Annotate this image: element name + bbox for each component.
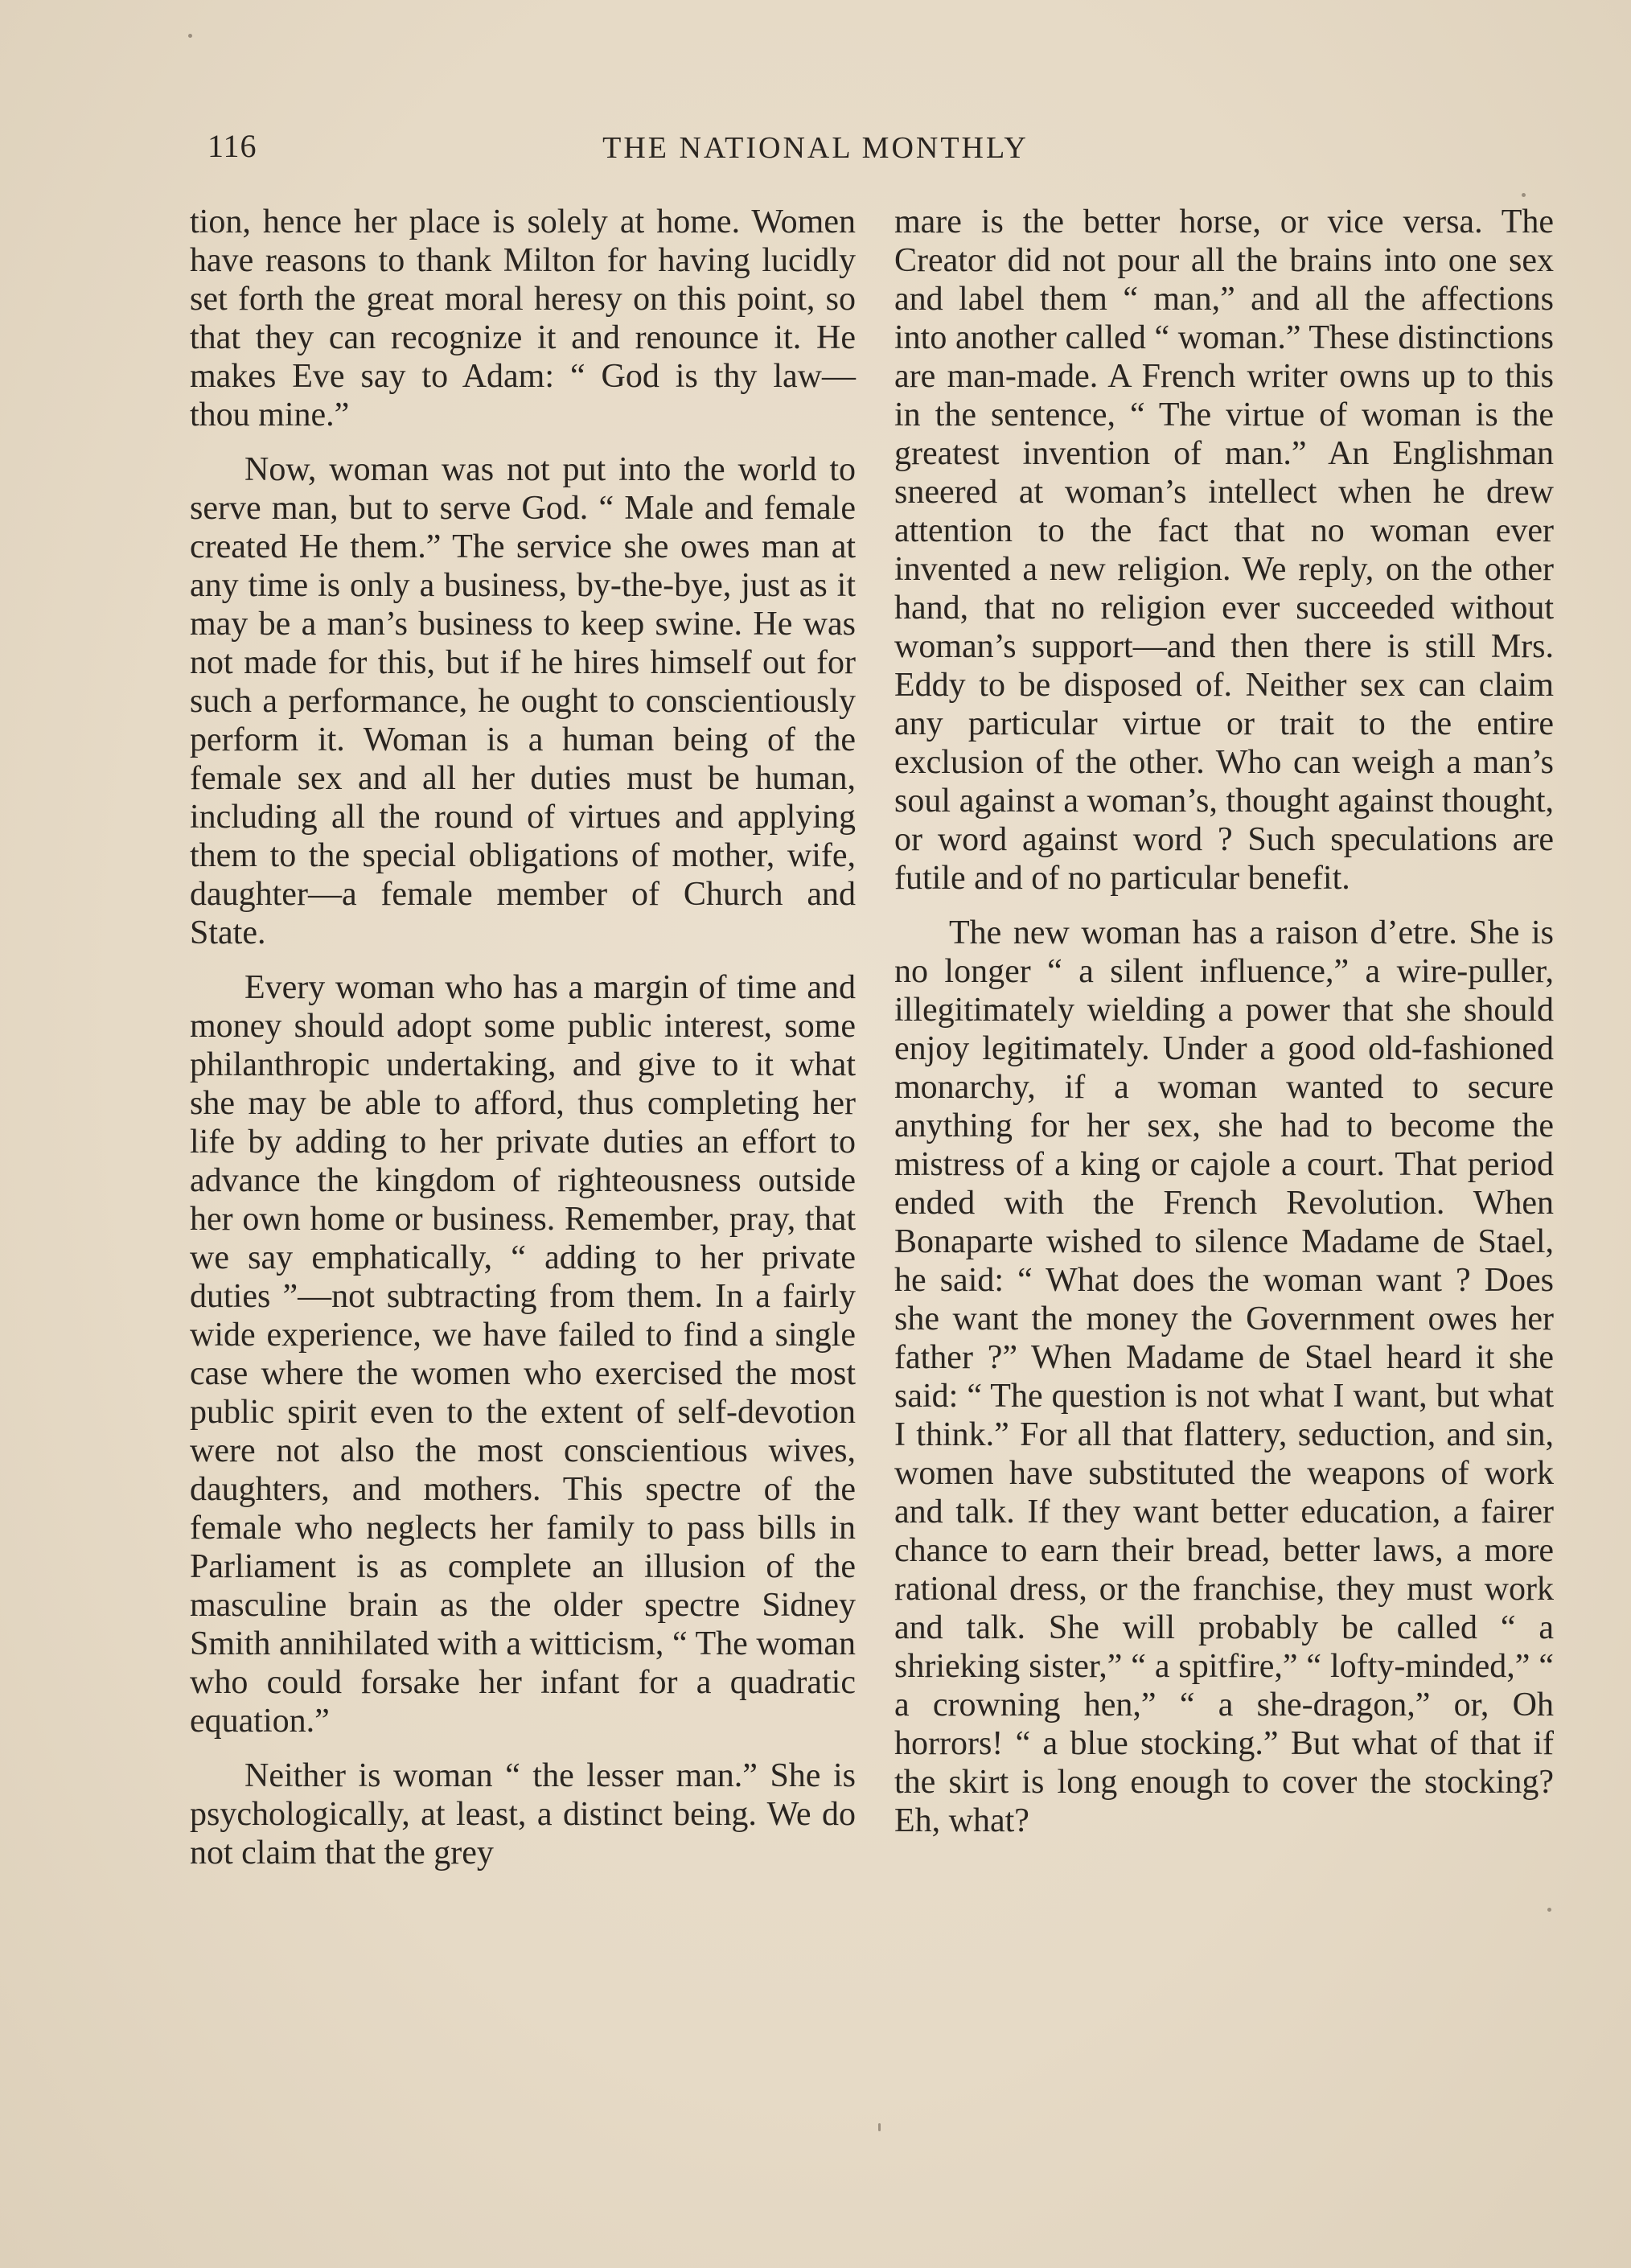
paper-speck (188, 34, 192, 38)
paper-speck (878, 2123, 881, 2131)
paragraph: mare is the better horse, or vice versa. The Creator did not pour all the brains into one sex and label them “ man,” and all the affections into another called “ woman.” These distinctions are man-made. A French writer owns up to this in the sentence, “ The virtue of woman is the greatest invention of man.” An Englishman sneered at woman’s intellect when he drew attention to the fact that no woman ever invented a new religion. We reply, on the other hand, that no religion ever succeeded without woman’s support—and then there is still Mrs. Eddy to be disposed of. Neither sex can claim any particular virtue or trait to the entire exclusion of the other. Who can weigh a man’s soul against a woman’s, thought against thought, or word against word ? Such speculations are futile and of no particular benefit. (894, 203, 1554, 897)
paragraph: Neither is woman “ the lesser man.” She is psychologically, at least, a distinct being. We do not claim that the grey (190, 1757, 856, 1872)
paper-speck (1522, 193, 1526, 197)
paper-speck (1547, 1908, 1551, 1912)
paragraph: The new woman has a raison d’etre. She is no longer “ a silent influence,” a wire-puller, illegitimately wielding a power that she should enjoy legitimately. Under a good old-fashioned monarchy, if a woman wanted to secure anything for her sex, she had to become the mistress of a king or cajole a court. That period ended with the French Revolution. When Bonaparte wished to silence Madame de Stael, he said: “ What does the woman want ? Does she want the money the Government owes her father ?” When Madame de Stael heard it she said: “ The question is not what I want, but what I think.” For all that flattery, seduction, and sin, women have substituted the weapons of work and talk. If they want better education, a fairer chance to earn their bread, better laws, a more rational dress, or the franchise, they must work and talk. She will probably be called “ a shrieking sister,” “ a spitfire,” “ lofty-minded,” “ a crowning hen,” “ a she-dragon,” or, Oh horrors! “ a blue stocking.” But what of that if the skirt is long enough to cover the stocking? Eh, what? (894, 914, 1554, 1839)
paragraph: tion, hence her place is solely at home. Women have reasons to thank Milton for having lucidly set forth the great moral heresy on this point, so that they can recognize it and renounce it. He makes Eve say to Adam: “ God is thy law— thou mine.” (190, 203, 856, 433)
running-head: THE NATIONAL MONTHLY (602, 131, 1029, 165)
paragraph: Every woman who has a margin of time and money should adopt some public interest, some philanthropic undertaking, and give to it what she may be able to afford, thus completing her life by adding to her private duties an effort to advance the kingdom of righteousness outside her own home or business. Remember, pray, that we say emphatically, “ adding to her private duties ”—not subtracting from them. In a fairly wide experience, we have failed to find a single case where the women who exercised the most public spirit even to the extent of self-devotion were not also the most conscientious wives, daughters, and mothers. This spectre of the female who neglects her family to pass bills in Parliament is as complete an illusion of the masculine brain as the older spectre Sidney Smith annihilated with a witticism, “ The woman who could forsake her infant for a quadratic equation.” (190, 969, 856, 1740)
page-header (207, 127, 1424, 175)
right-column (894, 203, 1554, 1840)
paragraph: Now, woman was not put into the world to serve man, but to serve God. “ Male and female created He them.” The service she owes man at any time is only a business, by-the-bye, just as it may be a man’s business to keep swine. He was not made for this, but if he hires himself out for such a performance, he ought to conscientiously perform it. Woman is a human being of the female sex and all her duties must be human, including all the round of virtues and applying them to the special obligations of mother, wife, daughter—a female member of Church and State. (190, 451, 856, 951)
left-column (190, 203, 856, 1872)
page-number: 116 (207, 128, 257, 164)
